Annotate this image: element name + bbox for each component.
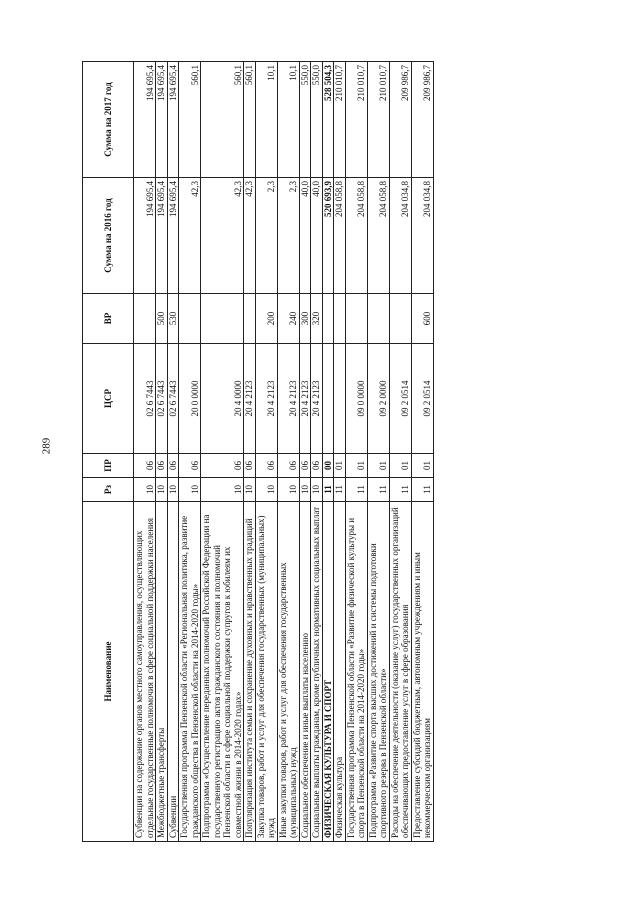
- cell-name: Государственная программа Пензенской области «Развитие физической культуры и спорта в Пензенской области на 2014-2020 годы»: [345, 502, 367, 842]
- cell-sum-2016: 520 693,9: [322, 178, 334, 294]
- header-vr: ВР: [83, 294, 134, 344]
- cell-pr: 06: [179, 454, 201, 478]
- cell-csr: 20 0 0000: [179, 344, 201, 454]
- cell-rz: 10: [201, 478, 244, 502]
- cell-vr: 600: [411, 294, 433, 344]
- cell-vr: 530: [167, 294, 179, 344]
- cell-csr: 20 4 2123: [244, 344, 256, 454]
- cell-vr: [201, 294, 244, 344]
- cell-pr: 01: [334, 454, 346, 478]
- cell-rz: 10: [277, 478, 299, 502]
- cell-csr: 02 6 7443: [156, 344, 168, 454]
- cell-name: Подпрограмма «Развитие спорта высших достижений и системы подготовки спортивного резерва в Пензенской области»: [367, 502, 389, 842]
- header-sum-2016: Сумма на 2016 год: [83, 178, 134, 294]
- cell-csr: 20 4 2123: [277, 344, 299, 454]
- cell-rz: 11: [345, 478, 367, 502]
- cell-sum-2017: 194 695,4: [156, 62, 168, 178]
- cell-sum-2016: 42,3: [201, 178, 244, 294]
- cell-sum-2017: 10,1: [277, 62, 299, 178]
- cell-csr: [322, 344, 334, 454]
- rotated-table-container: [82, 62, 552, 842]
- cell-rz: 10: [156, 478, 168, 502]
- cell-rz: 10: [244, 478, 256, 502]
- table-row: [255, 62, 277, 842]
- cell-csr: 02 6 7443: [167, 344, 179, 454]
- cell-sum-2017: 550,0: [299, 62, 311, 178]
- cell-pr: 01: [367, 454, 389, 478]
- cell-name: Закупка товаров, работ и услуг для обеспечения государственных (муниципальных) нужд: [255, 502, 277, 842]
- cell-name: Физическая культура: [334, 502, 346, 842]
- cell-csr: 09 0 0000: [345, 344, 367, 454]
- header-rz: Рз: [83, 478, 134, 502]
- cell-csr: 20 4 2123: [299, 344, 311, 454]
- cell-vr: [322, 294, 334, 344]
- cell-sum-2017: 210 010,7: [367, 62, 389, 178]
- cell-sum-2016: 204 034,8: [411, 178, 433, 294]
- cell-pr: 06: [167, 454, 179, 478]
- cell-sum-2016: 204 058,8: [367, 178, 389, 294]
- cell-sum-2017: 209 986,7: [389, 62, 411, 178]
- header-csr: ЦСР: [83, 344, 134, 454]
- cell-rz: 10: [134, 478, 156, 502]
- cell-pr: 06: [201, 454, 244, 478]
- cell-sum-2016: 194 695,4: [134, 178, 156, 294]
- cell-pr: 06: [277, 454, 299, 478]
- table-row: [411, 62, 433, 842]
- cell-vr: [345, 294, 367, 344]
- table-row: [345, 62, 367, 842]
- table-row: [334, 62, 346, 842]
- cell-sum-2017: 560,1: [201, 62, 244, 178]
- cell-sum-2017: 209 986,7: [411, 62, 433, 178]
- cell-sum-2017: 528 504,3: [322, 62, 334, 178]
- cell-sum-2017: 194 695,4: [167, 62, 179, 178]
- table-row: [179, 62, 201, 842]
- cell-sum-2017: 560,1: [244, 62, 256, 178]
- cell-csr: 20 4 2123: [255, 344, 277, 454]
- cell-vr: 320: [311, 294, 323, 344]
- table-row: [167, 62, 179, 842]
- header-pr: ПР: [83, 454, 134, 478]
- cell-sum-2016: 40,0: [299, 178, 311, 294]
- cell-name: Социальное обеспечение и иные выплаты населению: [299, 502, 311, 842]
- cell-vr: 200: [255, 294, 277, 344]
- cell-rz: 11: [389, 478, 411, 502]
- cell-csr: 20 4 0000: [201, 344, 244, 454]
- cell-vr: [389, 294, 411, 344]
- cell-sum-2017: 10,1: [255, 62, 277, 178]
- cell-sum-2016: 204 058,8: [334, 178, 346, 294]
- page-number: 289: [40, 437, 53, 455]
- cell-sum-2017: 560,1: [179, 62, 201, 178]
- cell-name: Подпрограмма «Осуществление переданных полномочий Российской Федерации на государственную регистрацию актов гражданского состояния и полномочий Пензенской области в сфере социальной поддержки супругов к юбилеям их совместной жизни в 2014-2020 годах»: [201, 502, 244, 842]
- cell-sum-2016: 42,3: [244, 178, 256, 294]
- table-row: [134, 62, 156, 842]
- cell-name: Расходы на обеспечение деятельности (оказание услуг) государственных организаций обеспечивающих предоставление услуг в сфере образования: [389, 502, 411, 842]
- cell-vr: [179, 294, 201, 344]
- cell-pr: 06: [244, 454, 256, 478]
- table-row: [367, 62, 389, 842]
- cell-rz: 10: [255, 478, 277, 502]
- cell-sum-2016: 204 034,8: [389, 178, 411, 294]
- cell-name: Предоставление субсидий бюджетным, автономным учреждениям и иным некоммерческим организациям: [411, 502, 433, 842]
- cell-sum-2017: 194 695,4: [134, 62, 156, 178]
- cell-pr: 06: [156, 454, 168, 478]
- cell-sum-2016: 40,0: [311, 178, 323, 294]
- table-row: [201, 62, 244, 842]
- cell-sum-2017: 550,0: [311, 62, 323, 178]
- cell-pr: 01: [411, 454, 433, 478]
- cell-name: ФИЗИЧЕСКАЯ КУЛЬТУРА И СПОРТ: [322, 502, 334, 842]
- table-row: [244, 62, 256, 842]
- table-row: [277, 62, 299, 842]
- cell-name: Субвенции: [167, 502, 179, 842]
- cell-rz: 10: [311, 478, 323, 502]
- cell-rz: 11: [411, 478, 433, 502]
- header-name: Наименование: [83, 502, 134, 842]
- cell-pr: 01: [345, 454, 367, 478]
- cell-csr: 20 4 2123: [311, 344, 323, 454]
- cell-csr: [334, 344, 346, 454]
- table-row: [156, 62, 168, 842]
- cell-sum-2016: 2,3: [255, 178, 277, 294]
- cell-name: Социальные выплаты гражданам, кроме публичных нормативных социальных выплат: [311, 502, 323, 842]
- cell-vr: 240: [277, 294, 299, 344]
- budget-table: [82, 61, 434, 842]
- table-row: [311, 62, 323, 842]
- cell-sum-2017: 210 010,7: [345, 62, 367, 178]
- cell-sum-2016: 194 695,4: [167, 178, 179, 294]
- cell-name: Популяризация института семьи и сохранение духовных и нравственных традиций: [244, 502, 256, 842]
- cell-sum-2016: 42,3: [179, 178, 201, 294]
- cell-pr: 06: [134, 454, 156, 478]
- cell-vr: [134, 294, 156, 344]
- cell-vr: 500: [156, 294, 168, 344]
- cell-rz: 11: [334, 478, 346, 502]
- cell-vr: [367, 294, 389, 344]
- cell-pr: 01: [389, 454, 411, 478]
- cell-rz: 10: [167, 478, 179, 502]
- cell-name: Государственная программа Пензенской области «Региональная политика, развитие гражданского общества в Пензенской области на 2014-2020 годы»: [179, 502, 201, 842]
- cell-sum-2017: 210 010,7: [334, 62, 346, 178]
- table-row: [299, 62, 311, 842]
- cell-rz: 10: [299, 478, 311, 502]
- header-sum-2017: Сумма на 2017 год: [83, 62, 134, 178]
- cell-rz: 11: [322, 478, 334, 502]
- cell-csr: 09 2 0514: [411, 344, 433, 454]
- cell-vr: [334, 294, 346, 344]
- cell-csr: 09 2 0514: [389, 344, 411, 454]
- cell-csr: 09 2 0000: [367, 344, 389, 454]
- cell-name: Межбюджетные трансферты: [156, 502, 168, 842]
- cell-csr: 02 6 7443: [134, 344, 156, 454]
- cell-pr: 06: [299, 454, 311, 478]
- cell-rz: 11: [367, 478, 389, 502]
- cell-sum-2016: 2,3: [277, 178, 299, 294]
- cell-rz: 10: [179, 478, 201, 502]
- cell-pr: 06: [311, 454, 323, 478]
- cell-vr: 300: [299, 294, 311, 344]
- cell-name: Иные закупки товаров, работ и услуг для обеспечения государственных (муниципальных) нужд: [277, 502, 299, 842]
- cell-vr: [244, 294, 256, 344]
- cell-pr: 00: [322, 454, 334, 478]
- table-row: [322, 62, 334, 842]
- table-header-row: [83, 62, 134, 842]
- table-row: [389, 62, 411, 842]
- cell-pr: 06: [255, 454, 277, 478]
- cell-sum-2016: 194 695,4: [156, 178, 168, 294]
- cell-sum-2016: 204 058,8: [345, 178, 367, 294]
- cell-name: Субвенции на содержание органов местного самоуправления, осуществляющих отдельные государственные полномочия в сфере социальной поддержки населения: [134, 502, 156, 842]
